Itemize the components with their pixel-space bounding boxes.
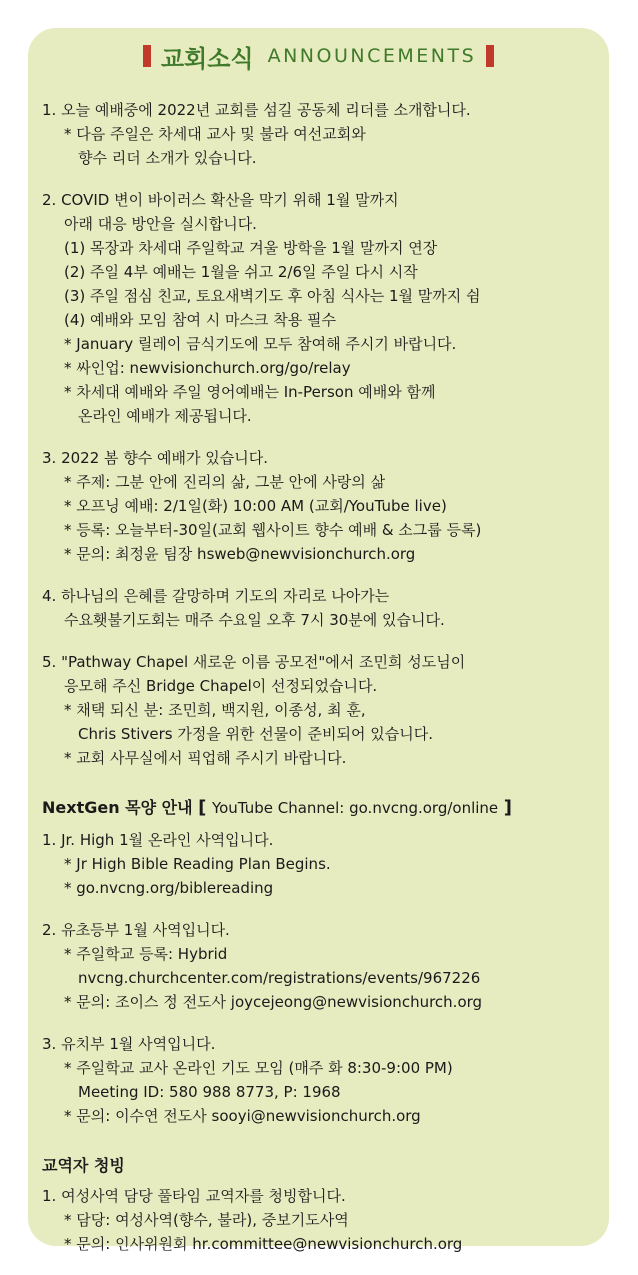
item-line: 2. 유초등부 1월 사역입니다.: [42, 921, 230, 939]
item-line: * Jr High Bible Reading Plan Begins.: [64, 855, 331, 873]
item-line: 3. 2022 봄 향수 예배가 있습니다.: [42, 449, 268, 467]
youtube-channel-link[interactable]: YouTube Channel: go.nvcng.org/online: [211, 799, 499, 817]
item-line: 온라인 예배가 제공됩니다.: [78, 407, 252, 425]
item-line: Meeting ID: 580 988 8773, P: 1968: [78, 1083, 341, 1101]
bracket-open: [: [198, 797, 207, 818]
nextgen-item-2: [42, 918, 595, 1014]
nextgen-title: NextGen 목양 안내: [42, 798, 193, 817]
item-line: 2. COVID 변이 바이러스 확산을 막기 위해 1월 말까지: [42, 191, 399, 209]
item-line: 5. "Pathway Chapel 새로운 이름 공모전"에서 조민희 성도님이: [42, 653, 466, 671]
title-english: ANNOUNCEMENTS: [267, 45, 477, 67]
nextgen-item-1: [42, 828, 595, 900]
item-line: 향수 리더 소개가 있습니다.: [78, 149, 257, 167]
item-line: 아래 대응 방안을 실시합니다.: [64, 215, 257, 233]
red-bar-right: [486, 45, 494, 67]
item-line: * 등록: 오늘부터-30일(교회 웹사이트 향수 예배 & 소그룹 등록): [64, 521, 482, 539]
item-line: * 싸인업: newvisionchurch.org/go/relay: [64, 359, 351, 377]
item-line: * 교회 사무실에서 픽업해 주시기 바랍니다.: [64, 749, 347, 767]
item-line: 수요횃불기도회는 매주 수요일 오후 7시 30분에 있습니다.: [64, 611, 445, 629]
item-line: * 문의: 이수연 전도사 sooyi@newvisionchurch.org: [64, 1107, 421, 1125]
item-line: (4) 예배와 모임 참여 시 마스크 착용 필수: [64, 311, 336, 329]
item-line: * 담당: 여성사역(향수, 불라), 중보기도사역: [64, 1211, 349, 1229]
item-line: * 차세대 예배와 주일 영어예배는 In-Person 예배와 함께: [64, 383, 436, 401]
item-line: * go.nvcng.org/biblereading: [64, 879, 274, 897]
item-line: * 오프닝 예배: 2/1일(화) 10:00 AM (교회/YouTube live): [64, 497, 447, 515]
item-line: * 주일학교 등록: Hybrid: [64, 945, 228, 963]
title-korean: 교회소식: [160, 44, 254, 73]
item-line: 응모해 주신 Bridge Chapel이 선정되었습니다.: [64, 677, 378, 695]
nextgen-item-3: [42, 1032, 595, 1128]
item-line: 1. Jr. High 1월 온라인 사역입니다.: [42, 831, 274, 849]
item-line: * January 릴레이 금식기도에 모두 참여해 주시기 바랍니다.: [64, 335, 457, 353]
bracket-close: ]: [503, 797, 512, 818]
item-line: (2) 주일 4부 예배는 1월을 쉬고 2/6일 주일 다시 시작: [64, 263, 418, 281]
red-bar-left: [143, 45, 151, 67]
item-line: 4. 하나님의 은혜를 갈망하며 기도의 자리로 나아가는: [42, 587, 390, 605]
item-line: * 채택 되신 분: 조민희, 백지원, 이종성, 최 훈,: [64, 701, 366, 719]
announcement-item-1: [42, 98, 595, 170]
announcement-item-4: [42, 584, 595, 632]
nextgen-heading: [42, 796, 595, 820]
announcement-item-5: [42, 650, 595, 770]
item-line: * 주일학교 교사 온라인 기도 모임 (매주 화 8:30-9:00 PM): [64, 1059, 453, 1077]
announcements-header: [42, 28, 595, 84]
announcement-content: [42, 98, 595, 1256]
item-line: (1) 목장과 차세대 주일학교 겨울 방학을 1월 말까지 연장: [64, 239, 438, 257]
announcement-item-2: [42, 188, 595, 428]
recruit-item-1: [42, 1184, 595, 1256]
item-line: 3. 유치부 1월 사역입니다.: [42, 1035, 216, 1053]
announcement-card: [28, 28, 609, 1253]
recruit-heading: 교역자 청빙: [42, 1156, 125, 1175]
item-line: 1. 여성사역 담당 풀타임 교역자를 청빙합니다.: [42, 1187, 346, 1205]
item-line: * 문의: 최정윤 팀장 hsweb@newvisionchurch.org: [64, 545, 416, 563]
item-line: 1. 오늘 예배중에 2022년 교회를 섬길 공동체 리더를 소개합니다.: [42, 101, 471, 119]
item-line: * 문의: 조이스 정 전도사 joycejeong@newvisionchurch.org: [64, 993, 483, 1011]
item-line: Chris Stivers 가정을 위한 선물이 준비되어 있습니다.: [78, 725, 434, 743]
item-line: * 주제: 그분 안에 진리의 삶, 그분 안에 사랑의 삶: [64, 473, 386, 491]
item-line: nvcng.churchcenter.com/registrations/events/967226: [78, 969, 481, 987]
item-line: * 문의: 인사위원회 hr.committee@newvisionchurch.org: [64, 1235, 463, 1253]
item-line: (3) 주일 점심 친교, 토요새벽기도 후 아침 식사는 1월 말까지 쉼: [64, 287, 481, 305]
announcement-item-3: [42, 446, 595, 566]
item-line: * 다음 주일은 차세대 교사 및 불라 여선교회와: [64, 125, 366, 143]
